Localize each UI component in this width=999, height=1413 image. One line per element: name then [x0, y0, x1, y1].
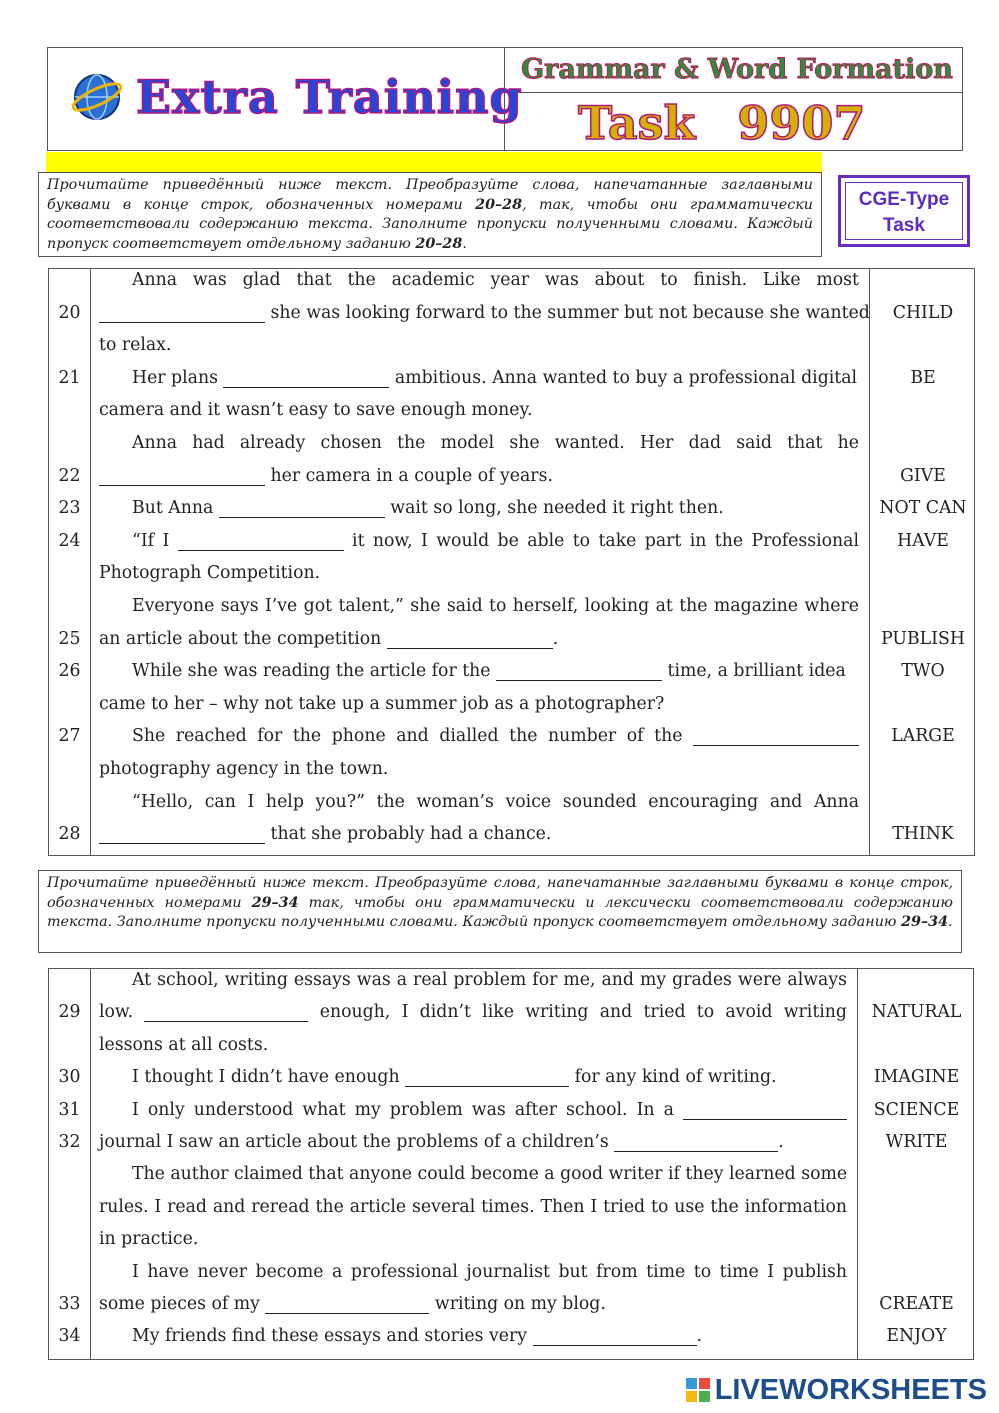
task-number: 9907 [737, 96, 866, 150]
text-line: But Anna wait so long, she needed it right then. [132, 498, 724, 519]
text-line: I have never become a professional journalist but from time to time I publish [132, 1261, 847, 1282]
key-word: ENJOY [886, 1326, 947, 1347]
text-line: Everyone says I’ve got talent,” she said to herself, looking at the magazine where [132, 596, 859, 616]
item-number: 30 [58, 1067, 81, 1088]
text-line: I thought I didn’t have enough for any kind of writing. [132, 1067, 777, 1088]
text-line: that she probably had a chance. [99, 824, 859, 844]
category-title: Grammar & Word Formation [521, 54, 953, 85]
answer-blank-29[interactable] [144, 1003, 308, 1022]
key-word: HAVE [897, 530, 949, 551]
key-word: BE [910, 367, 936, 388]
key-word: TWO [901, 661, 945, 682]
key-word: SCIENCE [873, 1099, 960, 1120]
answer-blank-26[interactable] [496, 662, 662, 681]
text-line: “If I it now, I would be able to take part in the Professional [132, 530, 859, 551]
key-word: LARGE [891, 726, 955, 747]
key-word: CREATE [879, 1294, 954, 1314]
item-number: 27 [58, 726, 81, 747]
item-number: 20 [58, 302, 81, 323]
text-line: “Hello, can I help you?” the woman’s voice sounded encouraging and Anna [132, 791, 859, 812]
task-label: Task [578, 96, 696, 150]
key-word: IMAGINE [873, 1067, 960, 1088]
answer-blank-28[interactable] [99, 825, 265, 844]
text-line: rules. I read and reread the article several times. Then I tried to use the information [99, 1196, 847, 1217]
answer-blank-22[interactable] [99, 467, 265, 486]
item-number: 25 [58, 628, 81, 649]
text-line: Photograph Competition. [99, 563, 321, 584]
item-number: 32 [58, 1132, 81, 1152]
answer-blank-32[interactable] [614, 1133, 778, 1152]
item-number: 34 [58, 1326, 81, 1347]
answer-blank-27[interactable] [693, 727, 859, 746]
text-line: some pieces of my writing on my blog. [99, 1294, 606, 1314]
answer-blank-23[interactable] [219, 499, 385, 518]
item-number: 28 [58, 824, 81, 845]
key-word: NATURAL [871, 1002, 962, 1023]
key-word: PUBLISH [881, 628, 965, 649]
answer-blank-34[interactable] [533, 1327, 697, 1346]
text-line: Her plans ambitious. Anna wanted to buy a professional digital [132, 367, 858, 388]
text-line: came to her – why not take up a summer job as a photographer? [99, 693, 665, 714]
answer-blank-31[interactable] [683, 1101, 847, 1120]
item-number: 21 [58, 367, 81, 388]
text-line: My friends find these essays and stories very . [132, 1326, 702, 1347]
text-line: in practice. [99, 1229, 199, 1250]
key-word: THINK [892, 824, 954, 845]
text-line: to relax. [99, 335, 172, 356]
exercise-table-2 [48, 968, 974, 1360]
text-line: lessons at all costs. [99, 1034, 269, 1055]
text-line: camera and it wasn’t easy to save enough money. [99, 400, 533, 421]
badge-line2: Task [883, 215, 925, 236]
worksheet-header [47, 47, 963, 151]
text-line: Anna was glad that the academic year was about to finish. Like most [132, 270, 859, 290]
liveworksheets-icon [685, 1377, 711, 1403]
text-line: an article about the competition . [99, 628, 559, 649]
item-number: 23 [58, 498, 81, 519]
text-line: photography agency in the town. [99, 759, 389, 779]
text-line: her camera in a couple of years. [99, 466, 859, 486]
key-word: GIVE [900, 465, 946, 486]
instructions-1: Прочитайте приведённый ниже текст. Преобразуйте слова, напечатанные заглавными буквами в конце строк, обозначенных номерами 20–28, так, чтобы они грамматически соответствовали содержанию текста. Заполните пропуски полученными словами. Каждый пропуск соответствует отдельному заданию 20–28. [38, 172, 822, 257]
answer-blank-21[interactable] [223, 369, 389, 388]
liveworksheets-logo [685, 1374, 987, 1407]
instructions-2: Прочитайте приведённый ниже текст. Преобразуйте слова, напечатанные заглавными буквами в конце строк, обозначенных номерами 29–34 так, чтобы они грамматически и лексически соответствовали содержанию текста. Заполните пропуски полученными словами. Каждый пропуск соответствует отдельному заданию 29–34. [38, 870, 962, 953]
text-line: she was looking forward to the summer but not because she wanted [99, 303, 859, 323]
header-hline [504, 92, 962, 93]
text-line: low. enough, I didn’t like writing and tried to avoid writing [99, 1002, 847, 1023]
item-number: 31 [58, 1099, 81, 1120]
key-word: CHILD [892, 302, 954, 323]
key-word: NOT CAN [879, 498, 967, 519]
highlight-bar [46, 152, 822, 172]
answer-blank-33[interactable] [265, 1295, 429, 1314]
item-number: 33 [58, 1294, 81, 1314]
item-number: 29 [58, 1002, 81, 1023]
badge-line1: CGE-Type [858, 189, 950, 210]
answer-blank-25[interactable] [387, 630, 553, 649]
text-line: journal I saw an article about the problems of a children’s . [99, 1132, 784, 1152]
answer-blank-30[interactable] [405, 1068, 569, 1087]
globe-icon [70, 70, 124, 124]
text-line: At school, writing essays was a real problem for me, and my grades were always [132, 970, 847, 990]
item-number: 26 [58, 661, 81, 682]
text-line: Anna had already chosen the model she wanted. Her dad said that he [132, 433, 859, 453]
logo-text: Extra Training [136, 70, 523, 124]
text-line: I only understood what my problem was after school. In a [99, 1100, 847, 1120]
exercise-table-1 [48, 268, 975, 856]
item-number: 24 [58, 530, 81, 551]
text-line: While she was reading the article for the time, a brilliant idea [132, 661, 846, 682]
brand-text: LIVEWORKSHEETS [714, 1374, 987, 1406]
answer-blank-24[interactable] [178, 532, 344, 551]
key-word: WRITE [885, 1132, 948, 1152]
task-title [578, 96, 865, 150]
text-line: She reached for the phone and dialled the number of the [99, 726, 859, 746]
text-line: The author claimed that anyone could become a good writer if they learned some [132, 1164, 848, 1185]
item-number: 22 [58, 465, 81, 486]
answer-blank-20[interactable] [99, 304, 265, 323]
cge-type-badge [838, 175, 970, 247]
